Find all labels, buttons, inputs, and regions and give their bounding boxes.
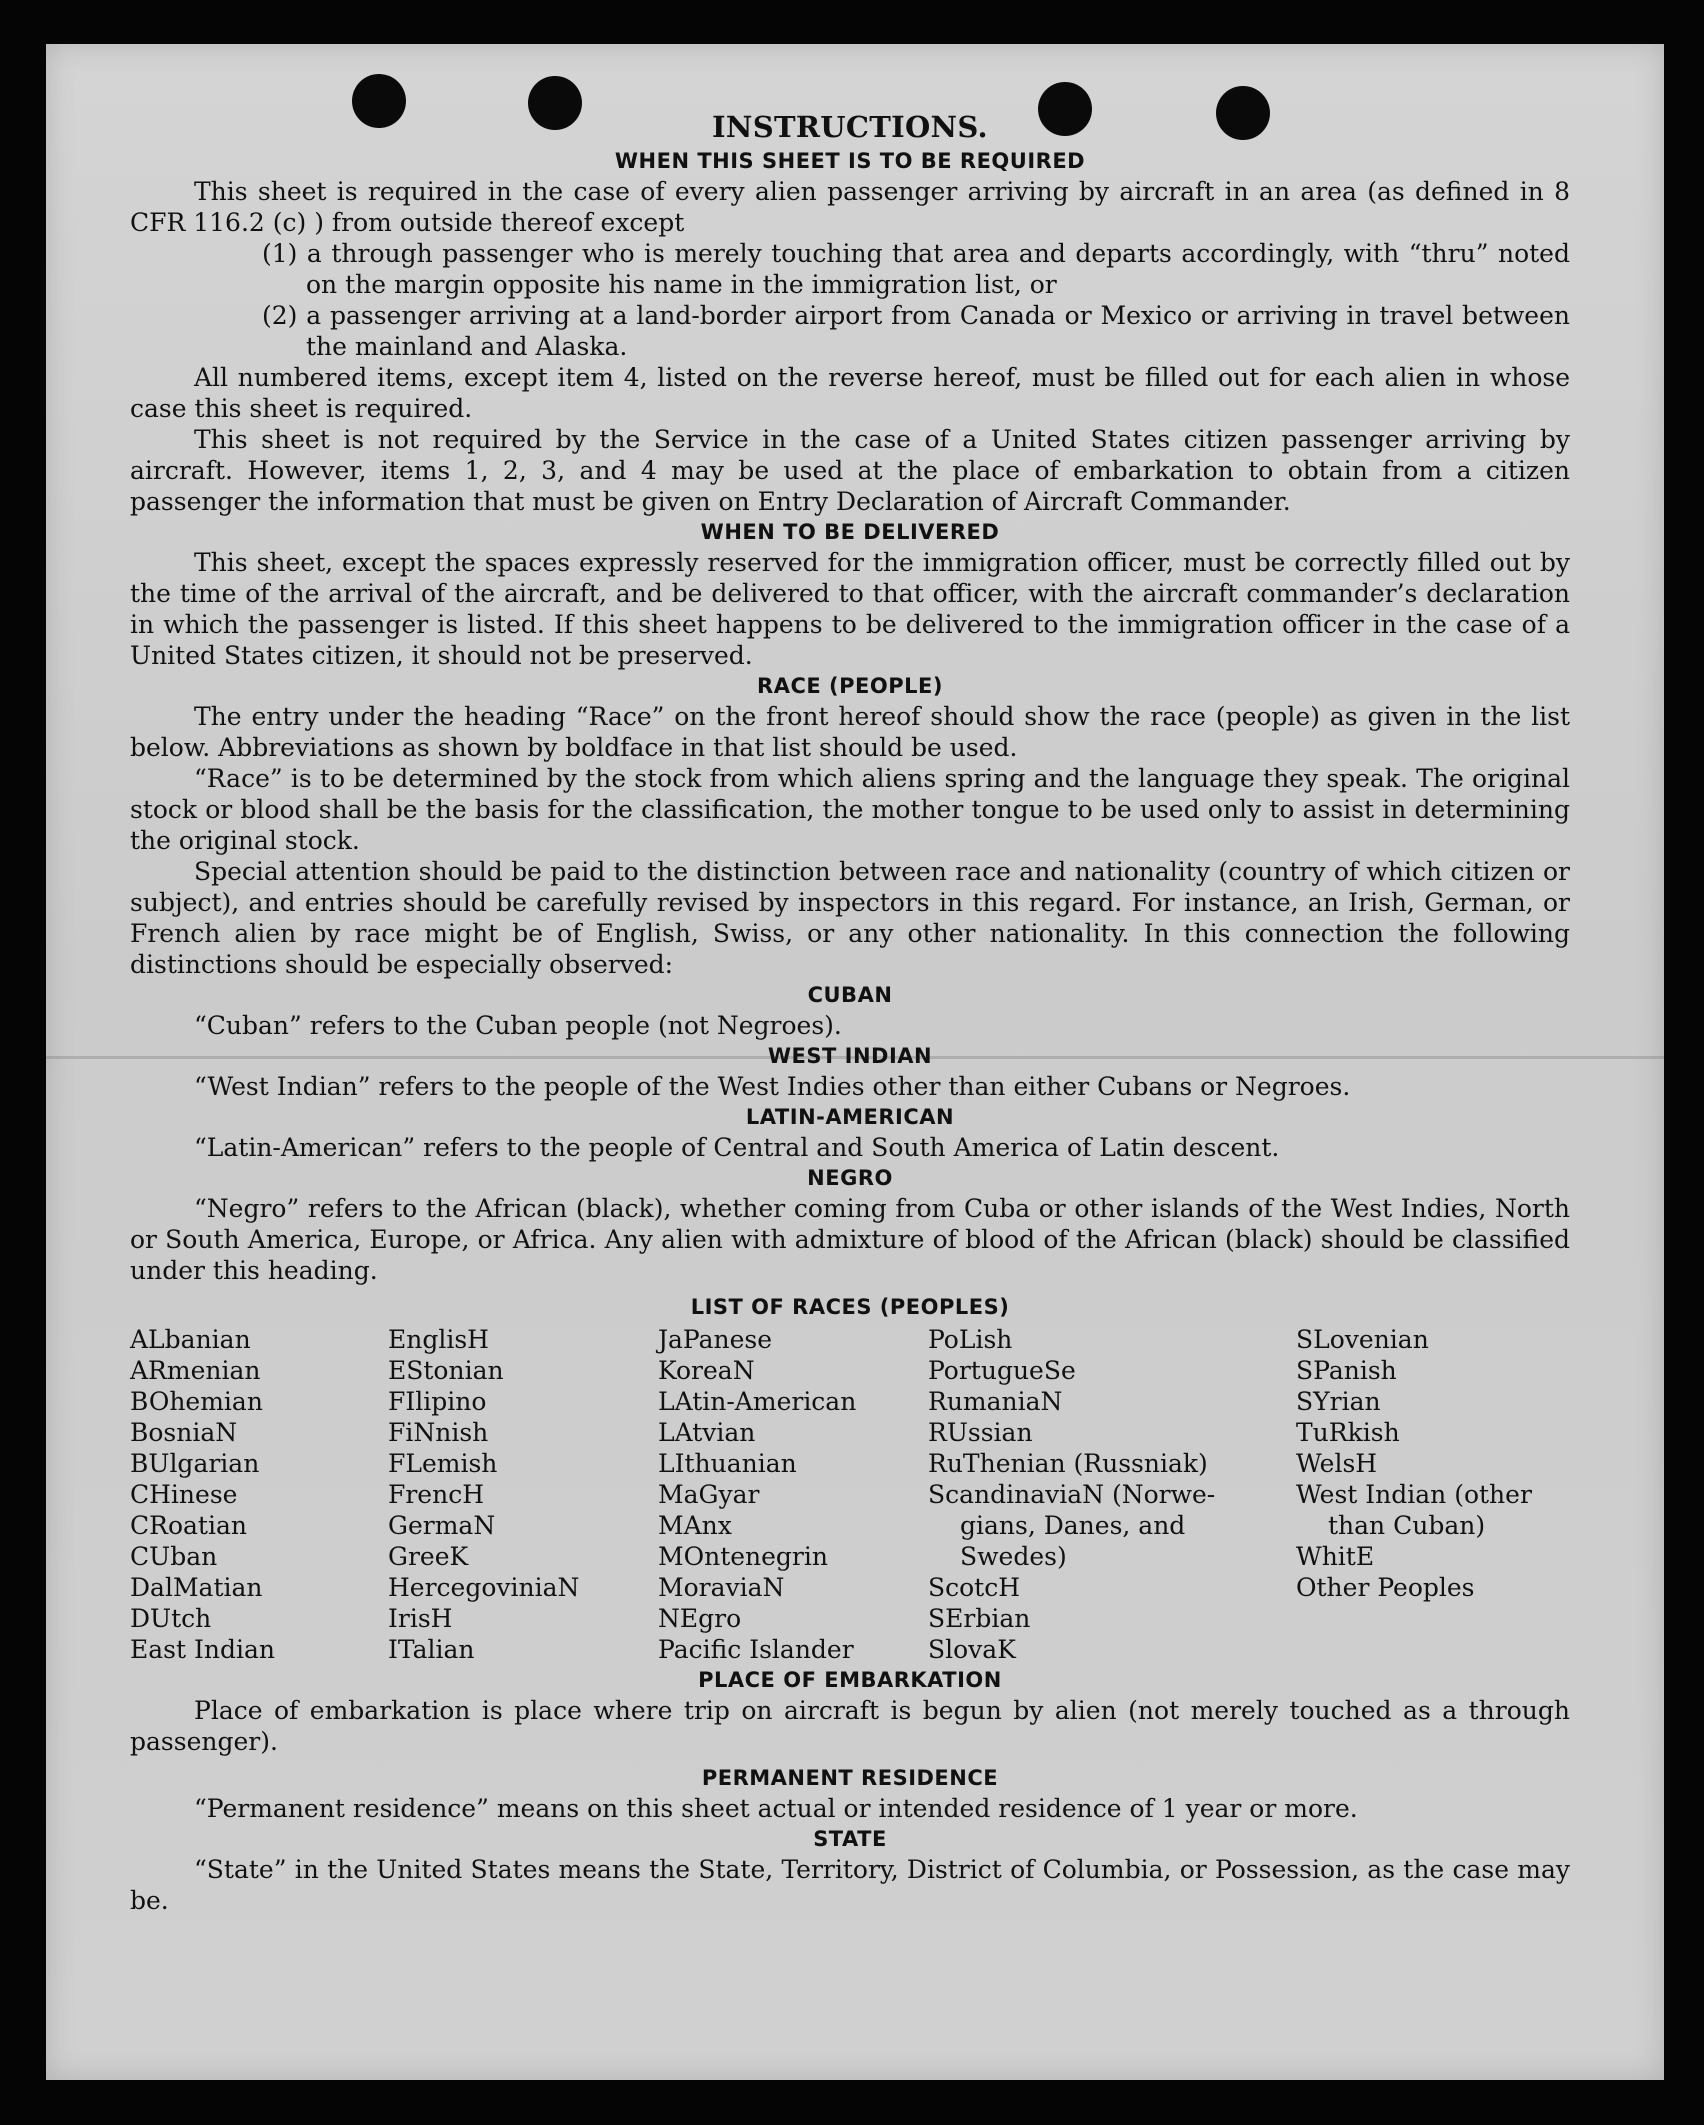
race-entry: SPanish [1296,1356,1397,1385]
race-entry: MOntenegrin [658,1542,828,1571]
race-entry: SlovaK [928,1635,1016,1664]
section-heading-latin-american: LATIN-AMERICAN [745,1105,955,1129]
section-heading-west-indian: WEST INDIAN [767,1044,933,1068]
race-entry: IrisH [388,1604,453,1633]
race-entry: RumaniaN [928,1387,1063,1416]
race-entry: FiNnish [388,1418,489,1447]
race-entry: WelsH [1296,1449,1378,1478]
race-entry: RUssian [928,1418,1033,1447]
race-entry: LIthuanian [658,1449,797,1478]
section-heading-embarkation: PLACE OF EMBARKATION [698,1668,1002,1692]
race-entry: BUlgarian [130,1449,260,1478]
paragraph: “Cuban” refers to the Cuban people (not Negroes). [194,1011,842,1040]
section-heading-list-of-races: LIST OF RACES (PEOPLES) [690,1295,1010,1319]
instructions-body [130,110,1570,1916]
race-entry: SYrian [1296,1387,1381,1416]
paragraph: Place of embarkation is place where trip on aircraft is begun by alien (not merely touched as a through passenger). [130,1696,1570,1756]
races-column [658,1324,928,1665]
race-entry: FLemish [388,1449,498,1478]
race-entry: FrencH [388,1480,484,1509]
paragraph: The entry under the heading “Race” on the front hereof should show the race (people) as given in the list below. Abbreviations as shown by boldface in that list should be used. [130,702,1570,762]
section-heading-negro: NEGRO [807,1166,893,1190]
race-entry: CRoatian [130,1511,247,1540]
race-entry: SErbian [928,1604,1031,1633]
section-heading-delivered: WHEN TO BE DELIVERED [700,520,1000,544]
race-entry: WhitE [1296,1542,1375,1571]
race-entry: MoraviaN [658,1573,785,1602]
paragraph: All numbered items, except item 4, listed on the reverse hereof, must be filled out for each alien in whose case this sheet is required. [130,363,1570,423]
paragraph: “State” in the United States means the State, Territory, District of Columbia, or Possession, as the case may be. [130,1855,1570,1915]
section-heading-required: WHEN THIS SHEET IS TO BE REQUIRED [614,149,1086,173]
races-column [928,1324,1296,1665]
race-entry: Swedes) [960,1542,1067,1571]
race-entry: DUtch [130,1604,212,1633]
section-heading-state: STATE [813,1827,887,1851]
section-heading-cuban: CUBAN [807,983,893,1007]
race-entry: GermaN [388,1511,496,1540]
race-entry: SLovenian [1296,1325,1429,1354]
race-entry: LAtin-American [658,1387,857,1416]
race-entry: HercegoviniaN [388,1573,580,1602]
race-entry: ScotcH [928,1573,1021,1602]
paragraph: This sheet is not required by the Service in the case of a United States citizen passenger arriving by aircraft. However, items 1, 2, 3, and 4 may be used at the place of embarkation to obtain from a citizen passenger the information that must be given on Entry Declaration of Aircraft Commander. [130,425,1570,516]
race-entry: JaPanese [658,1325,773,1354]
exception-item-2: (2) a passenger arriving at a land-border airport from Canada or Mexico or arriving in travel between the mainland and Alaska. [262,301,1570,361]
race-entry: Other Peoples [1296,1573,1475,1602]
section-heading-race: RACE (PEOPLE) [757,674,943,698]
races-column [388,1324,658,1665]
race-entry: PortugueSe [928,1356,1076,1385]
page-title: INSTRUCTIONS. [712,110,988,144]
race-entry: ALbanian [130,1325,251,1354]
paragraph: “Negro” refers to the African (black), whether coming from Cuba or other islands of the West Indies, North or South America, Europe, or Africa. Any alien with admixture of blood of the African (black) should be classified under this heading. [130,1194,1570,1285]
paragraph: “Permanent residence” means on this sheet actual or intended residence of 1 year or more. [194,1794,1358,1823]
race-entry: than Cuban) [1328,1511,1486,1540]
race-entry: EStonian [388,1356,504,1385]
race-entry: BOhemian [130,1387,263,1416]
race-entry: West Indian (other [1296,1480,1532,1509]
race-entry: DalMatian [130,1573,263,1602]
races-column [130,1324,388,1665]
race-entry: TuRkish [1296,1418,1400,1447]
exception-item-1: (1) a through passenger who is merely touching that area and departs accordingly, with “thru” noted on the margin opposite his name in the immigration list, or [262,239,1570,299]
race-entry: East Indian [130,1635,275,1664]
race-entry: PoLish [928,1325,1013,1354]
race-entry: MAnx [658,1511,732,1540]
paragraph: Special attention should be paid to the distinction between race and nationality (country of which citizen or subject), and entries should be carefully revised by inspectors in this regard. For instance, an Irish, German, or French alien by race might be of English, Swiss, or any other nationality. In this connection the following distinctions should be especially observed: [130,857,1570,979]
race-entry: RuThenian (Russniak) [928,1449,1208,1478]
race-entry: LAtvian [658,1418,756,1447]
paragraph: “Race” is to be determined by the stock from which aliens spring and the language they speak. The original stock or blood shall be the basis for the classification, the mother tongue to be used only to assist in determining the original stock. [130,764,1570,855]
race-entry: ITalian [388,1635,475,1664]
races-column [1296,1324,1570,1665]
race-entry: KoreaN [658,1356,755,1385]
document-sheet [46,44,1664,2080]
race-entry: Pacific Islander [658,1635,854,1664]
paragraph: This sheet is required in the case of every alien passenger arriving by aircraft in an area (as defined in 8 CFR 116.2 (c) ) from outside thereof except [130,177,1570,237]
paragraph: “West Indian” refers to the people of the West Indies other than either Cubans or Negroes. [194,1072,1351,1101]
race-entry: ScandinaviaN (Norwe- [928,1480,1216,1509]
race-entry: EnglisH [388,1325,489,1354]
race-entry: CUban [130,1542,218,1571]
paragraph: This sheet, except the spaces expressly reserved for the immigration officer, must be correctly filled out by the time of the arrival of the aircraft, and be delivered to that officer, with the aircraft commander’s declaration in which the passenger is listed. If this sheet happens to be delivered to the immigration officer in the case of a United States citizen, it should not be preserved. [130,548,1570,670]
races-list [130,1324,1570,1665]
race-entry: FIlipino [388,1387,487,1416]
race-entry: GreeK [388,1542,469,1571]
race-entry: MaGyar [658,1480,760,1509]
paragraph: “Latin-American” refers to the people of Central and South America of Latin descent. [194,1133,1280,1162]
race-entry: CHinese [130,1480,238,1509]
race-entry: NEgro [658,1604,742,1633]
race-entry: gians, Danes, and [960,1511,1186,1540]
race-entry: ARmenian [130,1356,261,1385]
section-heading-residence: PERMANENT RESIDENCE [701,1766,999,1790]
race-entry: BosniaN [130,1418,238,1447]
